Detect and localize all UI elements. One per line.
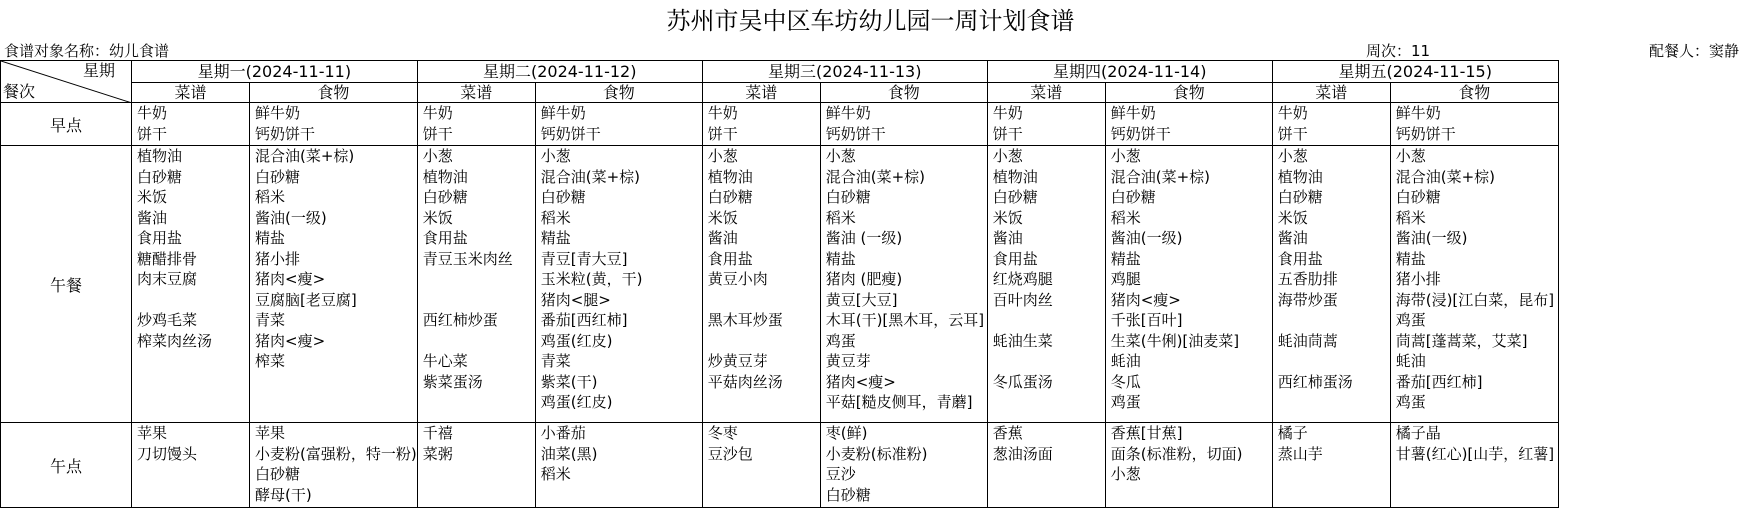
day-header-thu: 星期四(2024-11-14) xyxy=(987,61,1272,83)
dish-cell-tue xyxy=(417,103,535,146)
food-item: 猪小排 xyxy=(1395,270,1441,288)
dish-item: 白砂糖 xyxy=(137,167,183,186)
dish-item: 米饭 xyxy=(707,208,738,227)
food-item: 鸡蛋 xyxy=(1395,311,1426,329)
dish-item: 刀切馒头 xyxy=(137,444,198,463)
dish-cell-tue xyxy=(417,423,535,508)
food-cell-tue xyxy=(535,103,702,146)
food-item: 混合油(菜+棕) xyxy=(825,167,925,186)
day-header-wed: 星期三(2024-11-13) xyxy=(702,61,987,83)
food-item: 豆腐脑[老豆腐] xyxy=(255,290,357,309)
dish-item: 西红柿蛋汤 xyxy=(1277,372,1353,391)
dish-item xyxy=(1278,310,1390,331)
food-item: 酱油(一级) xyxy=(1395,229,1468,247)
food-item: 猪肉 (肥瘦) xyxy=(825,270,903,288)
food-cell-fri xyxy=(1390,103,1558,146)
food-item: 白砂糖 xyxy=(1395,188,1441,206)
food-item: 鸡腿 xyxy=(1110,270,1141,288)
food-item: 冬瓜 xyxy=(1110,372,1141,391)
food-item: 小葱 xyxy=(1110,147,1141,165)
dish-item: 豆沙包 xyxy=(707,444,753,463)
food-item: 鲜牛奶 xyxy=(255,104,301,122)
dish-item: 红烧鸡腿 xyxy=(992,270,1053,288)
dish-item xyxy=(708,290,820,311)
food-item: 精盐 xyxy=(255,229,286,247)
food-item: 番茄[西红柿] xyxy=(1395,372,1483,391)
food-column-header: 食物 xyxy=(535,83,702,103)
dish-item: 橘子 xyxy=(1277,424,1308,442)
dish-item: 植物油 xyxy=(137,147,183,165)
dish-cell-fri xyxy=(1272,103,1390,146)
food-item: 白砂糖 xyxy=(825,485,871,504)
dish-cell-fri xyxy=(1272,146,1390,423)
food-column-header: 食物 xyxy=(820,83,987,103)
dish-item xyxy=(137,351,249,372)
dish-item: 酱油 xyxy=(992,229,1023,247)
info-bar xyxy=(0,41,1741,61)
food-item: 猪肉<瘦> xyxy=(1110,290,1181,309)
food-item: 蚝油 xyxy=(1110,352,1141,370)
dish-item: 酱油 xyxy=(1277,229,1308,247)
food-item: 猪肉<瘦> xyxy=(255,270,326,288)
dish-item: 酱油 xyxy=(707,229,738,247)
food-item: 钙奶饼干 xyxy=(255,124,316,143)
food-item: 混合油(菜+棕) xyxy=(540,167,640,186)
meal-name-breakfast: 早点 xyxy=(1,103,132,146)
dish-item: 米饭 xyxy=(992,208,1023,227)
food-item: 番茄[西红柿] xyxy=(540,311,628,329)
dish-item: 白砂糖 xyxy=(992,188,1038,206)
dish-cell-wed xyxy=(702,423,820,508)
dish-item: 白砂糖 xyxy=(1277,188,1323,206)
food-item: 紫菜(干) xyxy=(540,372,598,391)
dish-item: 牛奶 xyxy=(707,104,738,122)
food-item: 甘薯(红心)[山芋，红薯] xyxy=(1395,444,1555,463)
food-item: 精盐 xyxy=(1395,249,1426,268)
food-item: 玉米粒(黄，干) xyxy=(540,270,643,288)
food-item: 稻米 xyxy=(1110,208,1141,227)
meal-row-lunch xyxy=(1,146,1559,423)
food-item: 精盐 xyxy=(825,249,856,268)
dish-item: 青豆玉米肉丝 xyxy=(422,249,513,268)
dish-item xyxy=(993,351,1105,372)
food-item: 青菜 xyxy=(255,311,286,329)
dish-item xyxy=(993,310,1105,331)
day-header-fri: 星期五(2024-11-15) xyxy=(1272,61,1558,83)
dish-item: 菜粥 xyxy=(422,444,453,463)
dish-item xyxy=(993,392,1105,413)
dish-item: 紫菜蛋汤 xyxy=(422,372,483,391)
food-item: 混合油(菜+棕) xyxy=(255,147,355,165)
dish-item: 五香肋排 xyxy=(1277,270,1338,288)
meal-row-breakfast xyxy=(1,103,1559,146)
sub-header-row xyxy=(1,83,1559,103)
food-item: 香蕉[甘蕉] xyxy=(1110,424,1183,442)
food-item: 青菜 xyxy=(540,352,571,370)
food-item: 鲜牛奶 xyxy=(1110,104,1156,122)
dish-column-header: 菜谱 xyxy=(132,83,250,103)
food-item: 鲜牛奶 xyxy=(540,104,586,122)
dish-item xyxy=(708,331,820,352)
dish-column-header: 菜谱 xyxy=(987,83,1105,103)
dish-item: 食用盐 xyxy=(992,249,1038,268)
dish-item xyxy=(1278,392,1390,413)
dish-item: 小葱 xyxy=(422,147,453,165)
food-column-header: 食物 xyxy=(1390,83,1558,103)
food-item: 青豆[青大豆] xyxy=(540,249,628,268)
dish-item: 苹果 xyxy=(137,424,168,442)
food-item: 鸡蛋 xyxy=(825,331,856,350)
food-cell-tue xyxy=(535,423,702,508)
dish-item: 食用盐 xyxy=(1277,249,1323,268)
page-title: 苏州市吴中区车坊幼儿园一周计划食谱 xyxy=(666,7,1075,35)
dish-item: 饼干 xyxy=(137,124,168,143)
food-item: 蚝油 xyxy=(1395,352,1426,370)
dish-item: 冬枣 xyxy=(707,424,738,442)
food-item: 小葱 xyxy=(825,147,856,165)
food-item: 猪肉<瘦> xyxy=(825,372,896,391)
dish-column-header: 菜谱 xyxy=(702,83,820,103)
food-item: 白砂糖 xyxy=(825,188,871,206)
food-item: 酱油(一级) xyxy=(255,208,327,227)
food-item: 小葱 xyxy=(1110,465,1141,483)
dish-item: 酱油 xyxy=(137,208,168,227)
dish-item: 炒黄豆芽 xyxy=(707,352,768,370)
food-item: 木耳(干)[黑木耳，云耳] xyxy=(825,311,985,329)
dish-item: 小葱 xyxy=(1277,147,1308,165)
food-cell-wed xyxy=(820,146,987,423)
food-item: 精盐 xyxy=(1110,249,1141,268)
food-item: 白砂糖 xyxy=(255,167,301,186)
food-item: 猪肉<瘦> xyxy=(255,331,326,350)
food-item: 鸡蛋(红皮) xyxy=(540,393,613,411)
food-item: 豆沙 xyxy=(825,465,856,483)
food-item: 黄豆芽 xyxy=(825,352,871,370)
food-item: 橘子晶 xyxy=(1395,424,1441,442)
dish-cell-fri xyxy=(1272,423,1390,508)
weekly-menu-table xyxy=(0,60,1559,508)
food-item: 稻米 xyxy=(540,208,571,227)
dish-item xyxy=(1278,351,1390,372)
food-item: 生菜(牛俐)[油麦菜] xyxy=(1110,331,1240,350)
food-item: 小葱 xyxy=(1395,147,1426,165)
food-item: 猪肉<腿> xyxy=(540,290,611,309)
food-cell-mon xyxy=(250,146,418,423)
day-header-row xyxy=(1,61,1559,83)
food-item: 枣(鲜) xyxy=(825,424,868,442)
dish-column-header: 菜谱 xyxy=(417,83,535,103)
dish-item: 千禧 xyxy=(422,424,453,442)
food-item: 稻米 xyxy=(1395,208,1426,227)
food-item: 苹果 xyxy=(255,424,286,442)
food-item: 鸡蛋 xyxy=(1395,393,1426,411)
dish-item: 百叶肉丝 xyxy=(992,290,1053,309)
dish-cell-wed xyxy=(702,146,820,423)
dish-cell-thu xyxy=(987,146,1105,423)
dish-item xyxy=(423,269,535,290)
corner-cell xyxy=(1,61,132,103)
food-item: 稻米 xyxy=(255,188,286,206)
dish-item: 米饭 xyxy=(137,188,168,206)
dish-item: 蒸山芋 xyxy=(1277,444,1323,463)
food-cell-mon xyxy=(250,103,418,146)
food-item: 小葱 xyxy=(540,147,571,165)
dish-item: 小葱 xyxy=(992,147,1023,165)
dish-cell-thu xyxy=(987,423,1105,508)
food-item: 酱油(一级) xyxy=(1110,229,1183,247)
dish-item: 黑木耳炒蛋 xyxy=(707,311,783,329)
food-item: 稻米 xyxy=(540,465,571,483)
week-number-label: 周次：11 xyxy=(1366,42,1431,60)
dish-item: 饼干 xyxy=(1277,124,1308,143)
food-item: 精盐 xyxy=(540,229,571,247)
food-cell-thu xyxy=(1105,423,1272,508)
dish-item: 糖醋排骨 xyxy=(137,249,198,268)
food-item: 混合油(菜+棕) xyxy=(1110,167,1210,186)
dish-item: 肉末豆腐 xyxy=(137,270,198,288)
dish-item: 饼干 xyxy=(707,124,738,143)
menu-target-label: 食谱对象名称：幼儿食谱 xyxy=(4,42,170,60)
dish-cell-mon xyxy=(132,103,250,146)
food-item: 榨菜 xyxy=(255,352,286,370)
food-item: 海带(浸)[江白菜，昆布] xyxy=(1395,290,1555,309)
food-item: 鲜牛奶 xyxy=(825,104,871,122)
meal-planner-label: 配餐人：窦静 xyxy=(1648,42,1739,60)
food-item: 平菇[糙皮侧耳，青蘑] xyxy=(825,393,973,411)
dish-item xyxy=(708,392,820,413)
dish-item: 植物油 xyxy=(1277,167,1323,186)
food-cell-wed xyxy=(820,423,987,508)
day-header-tue: 星期二(2024-11-12) xyxy=(417,61,702,83)
dish-item: 植物油 xyxy=(992,167,1038,186)
food-cell-fri xyxy=(1390,423,1558,508)
food-item: 酱油 (一级) xyxy=(825,229,903,247)
food-item: 钙奶饼干 xyxy=(540,124,601,143)
dish-item: 炒鸡毛菜 xyxy=(137,311,198,329)
dish-item xyxy=(137,290,249,311)
food-item: 酵母(干) xyxy=(255,485,312,504)
dish-item: 牛心菜 xyxy=(422,352,468,370)
food-item: 黄豆[大豆] xyxy=(825,290,898,309)
food-item: 钙奶饼干 xyxy=(1395,124,1456,143)
food-cell-mon xyxy=(250,423,418,508)
dish-item: 食用盐 xyxy=(707,249,753,268)
food-item: 混合油(菜+棕) xyxy=(1395,167,1495,186)
dish-item: 冬瓜蛋汤 xyxy=(992,372,1053,391)
dish-item: 牛奶 xyxy=(137,104,168,122)
dish-item: 葱油汤面 xyxy=(992,444,1053,463)
dish-item xyxy=(423,331,535,352)
meal-name-lunch: 午餐 xyxy=(1,146,132,423)
food-item: 钙奶饼干 xyxy=(825,124,886,143)
food-item: 油菜(黑) xyxy=(540,444,598,463)
dish-item: 植物油 xyxy=(707,167,753,186)
food-item: 钙奶饼干 xyxy=(1110,124,1171,143)
dish-cell-thu xyxy=(987,103,1105,146)
food-item: 面条(标准粉，切面) xyxy=(1110,444,1243,463)
dish-item: 牛奶 xyxy=(1277,104,1308,122)
dish-item: 西红柿炒蛋 xyxy=(422,311,498,329)
dish-item: 小葱 xyxy=(707,147,738,165)
food-item: 鸡蛋(红皮) xyxy=(540,331,613,350)
dish-item: 榨菜肉丝汤 xyxy=(137,331,213,350)
food-cell-tue xyxy=(535,146,702,423)
food-item: 小番茄 xyxy=(540,424,586,442)
dish-item: 食用盐 xyxy=(422,229,468,247)
food-item: 白砂糖 xyxy=(1110,188,1156,206)
corner-meal-label: 餐次 xyxy=(3,82,36,101)
food-item: 小麦粉(富强粉，特一粉) xyxy=(255,444,417,463)
dish-column-header: 菜谱 xyxy=(1272,83,1390,103)
dish-cell-wed xyxy=(702,103,820,146)
dish-cell-tue xyxy=(417,146,535,423)
dish-item: 牛奶 xyxy=(992,104,1023,122)
dish-item: 米饭 xyxy=(1277,208,1308,227)
dish-item: 白砂糖 xyxy=(707,188,753,206)
dish-item: 蚝油生菜 xyxy=(992,331,1053,350)
food-item: 千张[百叶] xyxy=(1110,311,1183,329)
food-cell-wed xyxy=(820,103,987,146)
food-item: 稻米 xyxy=(825,208,856,227)
dish-item: 饼干 xyxy=(422,124,453,143)
food-cell-thu xyxy=(1105,103,1272,146)
meal-row-afternoon-snack xyxy=(1,423,1559,508)
dish-item xyxy=(423,290,535,311)
day-header-mon: 星期一(2024-11-11) xyxy=(132,61,418,83)
food-item: 猪小排 xyxy=(255,249,301,268)
food-cell-fri xyxy=(1390,146,1558,423)
dish-item: 米饭 xyxy=(422,208,453,227)
dish-cell-mon xyxy=(132,423,250,508)
food-cell-thu xyxy=(1105,146,1272,423)
dish-item: 食用盐 xyxy=(137,229,183,247)
food-item: 鲜牛奶 xyxy=(1395,104,1441,122)
food-item: 白砂糖 xyxy=(540,188,586,206)
food-item: 小麦粉(标准粉) xyxy=(825,444,928,463)
dish-item: 饼干 xyxy=(992,124,1023,143)
food-column-header: 食物 xyxy=(250,83,418,103)
dish-cell-mon xyxy=(132,146,250,423)
dish-item: 海带炒蛋 xyxy=(1277,290,1338,309)
food-item: 鸡蛋 xyxy=(1110,393,1141,411)
dish-item: 植物油 xyxy=(422,167,468,186)
dish-item: 白砂糖 xyxy=(422,188,468,206)
corner-weekday-label: 星期 xyxy=(82,61,115,80)
meal-name-afternoon-snack: 午点 xyxy=(1,423,132,508)
dish-item: 牛奶 xyxy=(422,104,453,122)
dish-item: 蚝油茼蒿 xyxy=(1277,331,1338,350)
food-item: 白砂糖 xyxy=(255,465,301,483)
food-item: 茼蒿[蓬蒿菜，艾菜] xyxy=(1395,331,1528,350)
dish-item: 黄豆小肉 xyxy=(707,270,768,288)
food-column-header: 食物 xyxy=(1105,83,1272,103)
dish-item: 平菇肉丝汤 xyxy=(707,372,783,391)
dish-item xyxy=(423,392,535,413)
dish-item: 香蕉 xyxy=(992,424,1023,442)
